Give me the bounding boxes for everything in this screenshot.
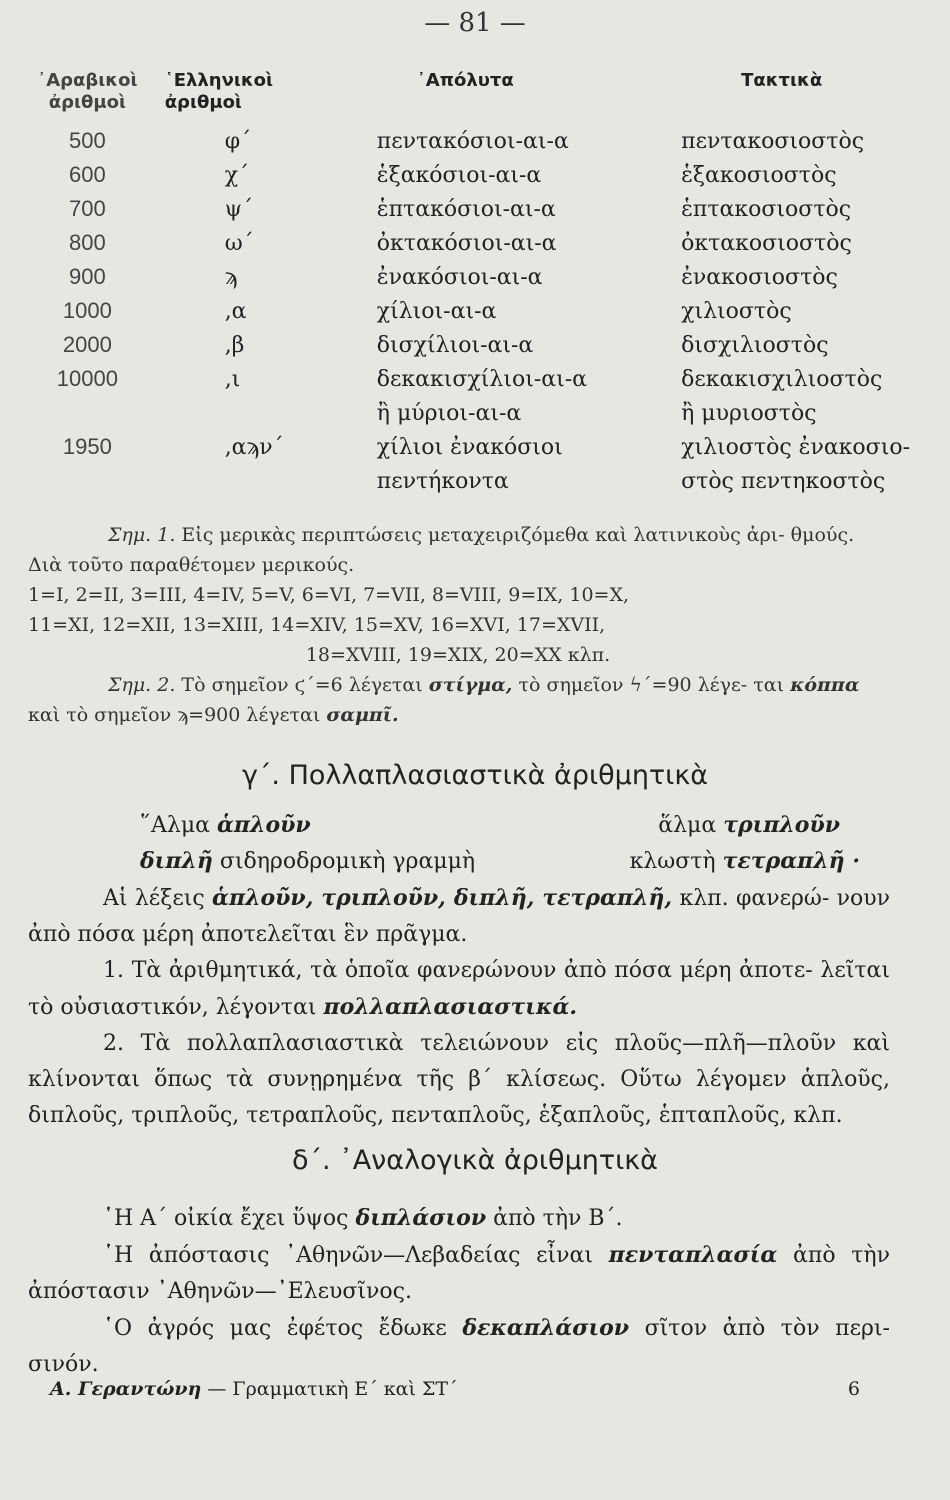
greek-cell: ψ΄: [224, 196, 253, 222]
cardinal-cell: πεντακόσιοι-αι-α: [376, 128, 569, 154]
greek-cell: [145, 396, 337, 430]
ordinal-cell: δεκακισχιλιοστὸς: [681, 366, 883, 392]
ordinal-cell: ἢ μυριοστὸς: [681, 400, 817, 426]
arabic-cell: 1000: [62, 298, 112, 323]
example-sentence-2: ῾Η ἀπόστασις ᾿Αθηνῶν—Λεβαδείας εἶναι πενταπλασία ἀπὸ τὴν ἀπόστασιν ᾿Αθηνῶν—᾿Ελευσῖνος.: [28, 1242, 890, 1304]
header-ordinal: Τακτικὰ: [741, 70, 823, 91]
ordinal-cell: χιλιοστὸς ἐνακοσιο-: [681, 434, 910, 460]
cardinal-cell: χίλιοι-αι-α: [376, 298, 497, 324]
roman-numerals-line-2: 11=XI, 12=XII, 13=XIII, 14=XIV, 15=XV, 16=XVI, 17=XVII,: [28, 614, 606, 636]
table-row: [30, 396, 910, 430]
header-greek: ῾Ελληνικοὶ ἀριθμοὶ: [164, 70, 274, 113]
ordinal-cell: δισχιλιοστὸς: [681, 332, 829, 358]
header-arabic: ᾿Αραβικοὶ ἀριθμοὶ: [37, 70, 138, 113]
arabic-cell: 700: [68, 196, 106, 221]
greek-cell: χ΄: [224, 162, 250, 188]
table-row: [30, 328, 910, 362]
note-2: Σημ. 2. Τὸ σημεῖον ϛ΄=6 λέγεται στίγμα, τὸ σημεῖον ϟ΄=90 λέγε- ται κόππα καὶ τὸ σημεῖον ϡ=900 λέγεται σαμπῖ.: [28, 674, 860, 726]
greek-cell: ,α: [224, 298, 247, 324]
ordinal-cell: ἐνακοσιοστὸς: [681, 264, 838, 290]
arabic-cell: 1950: [62, 434, 112, 459]
table-header-row: [30, 70, 910, 124]
roman-numerals-line-1: 1=I, 2=II, 3=III, 4=IV, 5=V, 6=VI, 7=VII, 8=VIII, 9=IX, 10=X,: [28, 584, 630, 606]
example-sentence-1: ῾Η Α΄ οἰκία ἔχει ὕψος διπλάσιον ἀπὸ τὴν Β΄.: [103, 1205, 623, 1231]
greek-cell: ,β: [224, 332, 245, 358]
paragraph-rule-2: 2. Τὰ πολλαπλασιαστικὰ τελειώνουν εἰς πλοῦς—πλῆ—πλοῦν καὶ κλίνονται ὅπως τὰ συνῃρημένα τῆς β΄ κλίσεως. Οὕτω λέγομεν ἁπλοῦς, διπλοῦς, τριπλοῦς, τετραπλοῦς, πενταπλοῦς, ἑξαπλοῦς, ἑπταπλοῦς, κλπ.: [28, 1031, 890, 1128]
cardinal-cell: δεκακισχίλιοι-αι-α: [376, 366, 588, 392]
table-row: [30, 124, 910, 158]
ordinal-cell: χιλιοστὸς: [681, 298, 792, 324]
roman-numerals-line-3: 18=XVIII, 19=XIX, 20=XX κλπ.: [305, 644, 611, 666]
page-footer: [50, 1378, 860, 1400]
example-sentence-3: ῾Ο ἀγρός μας ἐφέτος ἔδωκε δεκαπλάσιον σῖτον ἀπὸ τὸν περι- σινόν.: [28, 1315, 890, 1377]
greek-cell: [145, 464, 337, 498]
notes-block: [28, 520, 888, 730]
cardinal-cell: ἢ μύριοι-αι-α: [376, 400, 522, 426]
section-gamma-title: γ΄. Πολλαπλασιαστικὰ ἀριθμητικὰ: [241, 760, 709, 791]
example-row-2: διπλῆ σιδηροδρομικὴ γραμμὴ κλωστὴ τετραπλῆ ·: [140, 848, 860, 874]
footer-author: Α. Γεραντώνη: [50, 1378, 202, 1400]
arabic-cell: [30, 396, 145, 430]
greek-cell: φ΄: [224, 128, 252, 154]
arabic-cell: 800: [68, 230, 106, 255]
ordinal-cell: πεντακοσιοστὸς: [681, 128, 865, 154]
arabic-cell: 500: [68, 128, 106, 153]
table-row: [30, 464, 910, 498]
note-1: Σημ. 1. Εἰς μερικὰς περιπτώσεις μεταχειριζόμεθα καὶ λατινικοὺς ἀρι- θμούς. Διὰ τοῦτο παραθέτομεν μερικούς.: [28, 524, 855, 576]
ordinal-cell: ὀκτακοσιοστὸς: [681, 230, 852, 256]
section-gamma-body: [28, 880, 890, 1134]
cardinal-cell: ἑξακόσιοι-αι-α: [376, 162, 542, 188]
ordinal-cell: ἑξακοσιοστὸς: [681, 162, 837, 188]
paragraph-rule-1: 1. Τὰ ἀριθμητικά, τὰ ὁποῖα φανερώνουν ἀπὸ πόσα μέρη ἀποτε- λεῖται τὸ οὐσιαστικόν, λέγονται πολλαπλασιαστικά.: [28, 958, 890, 1020]
arabic-cell: 10000: [56, 366, 118, 391]
arabic-cell: 2000: [62, 332, 112, 357]
ordinal-cell: στὸς πεντηκοστὸς: [681, 468, 886, 494]
page-number: — 81 —: [424, 8, 526, 38]
ordinal-cell: ἑπτακοσιοστὸς: [681, 196, 852, 222]
section-delta-title: δ΄. ᾿Αναλογικὰ ἀριθμητικὰ: [292, 1145, 658, 1176]
table-row: [30, 430, 910, 464]
greek-cell: ,αϡν΄: [224, 434, 284, 460]
numerals-table: [30, 70, 910, 498]
header-cardinal: ᾿Απόλυτα: [416, 70, 514, 91]
greek-cell: ,ι: [224, 366, 241, 392]
paragraph-words: Αἱ λέξεις ἁπλοῦν, τριπλοῦν, διπλῆ, τετραπλῆ, κλπ. φανερώ- νουν ἀπὸ πόσα μέρη ἀποτελεῖται ἓν πρᾶγμα.: [28, 885, 891, 947]
cardinal-cell: ἐνακόσιοι-αι-α: [376, 264, 543, 290]
section-delta-body: [28, 1200, 890, 1383]
example-row-1: ῞Αλμα ἁπλοῦν ἅλμα τριπλοῦν: [140, 812, 840, 838]
cardinal-cell: ὀκτακόσιοι-αι-α: [376, 230, 557, 256]
table-row: [30, 362, 910, 396]
table-row: [30, 158, 910, 192]
arabic-cell: 900: [68, 264, 106, 289]
table-row: [30, 192, 910, 226]
cardinal-cell: πεντήκοντα: [376, 468, 509, 494]
greek-cell: ω΄: [224, 230, 254, 256]
footer-book-title: — Γραμματικὴ Ε΄ καὶ ΣΤ΄: [207, 1378, 458, 1400]
cardinal-cell: χίλιοι ἐνακόσιοι: [376, 434, 563, 460]
greek-cell: ϡ: [224, 264, 238, 290]
arabic-cell: 600: [68, 162, 106, 187]
arabic-cell: [30, 464, 145, 498]
table-row: [30, 294, 910, 328]
cardinal-cell: ἑπτακόσιοι-αι-α: [376, 196, 556, 222]
table-row: [30, 260, 910, 294]
table-row: [30, 226, 910, 260]
footer-sheet-number: 6: [847, 1378, 860, 1400]
cardinal-cell: δισχίλιοι-αι-α: [376, 332, 534, 358]
